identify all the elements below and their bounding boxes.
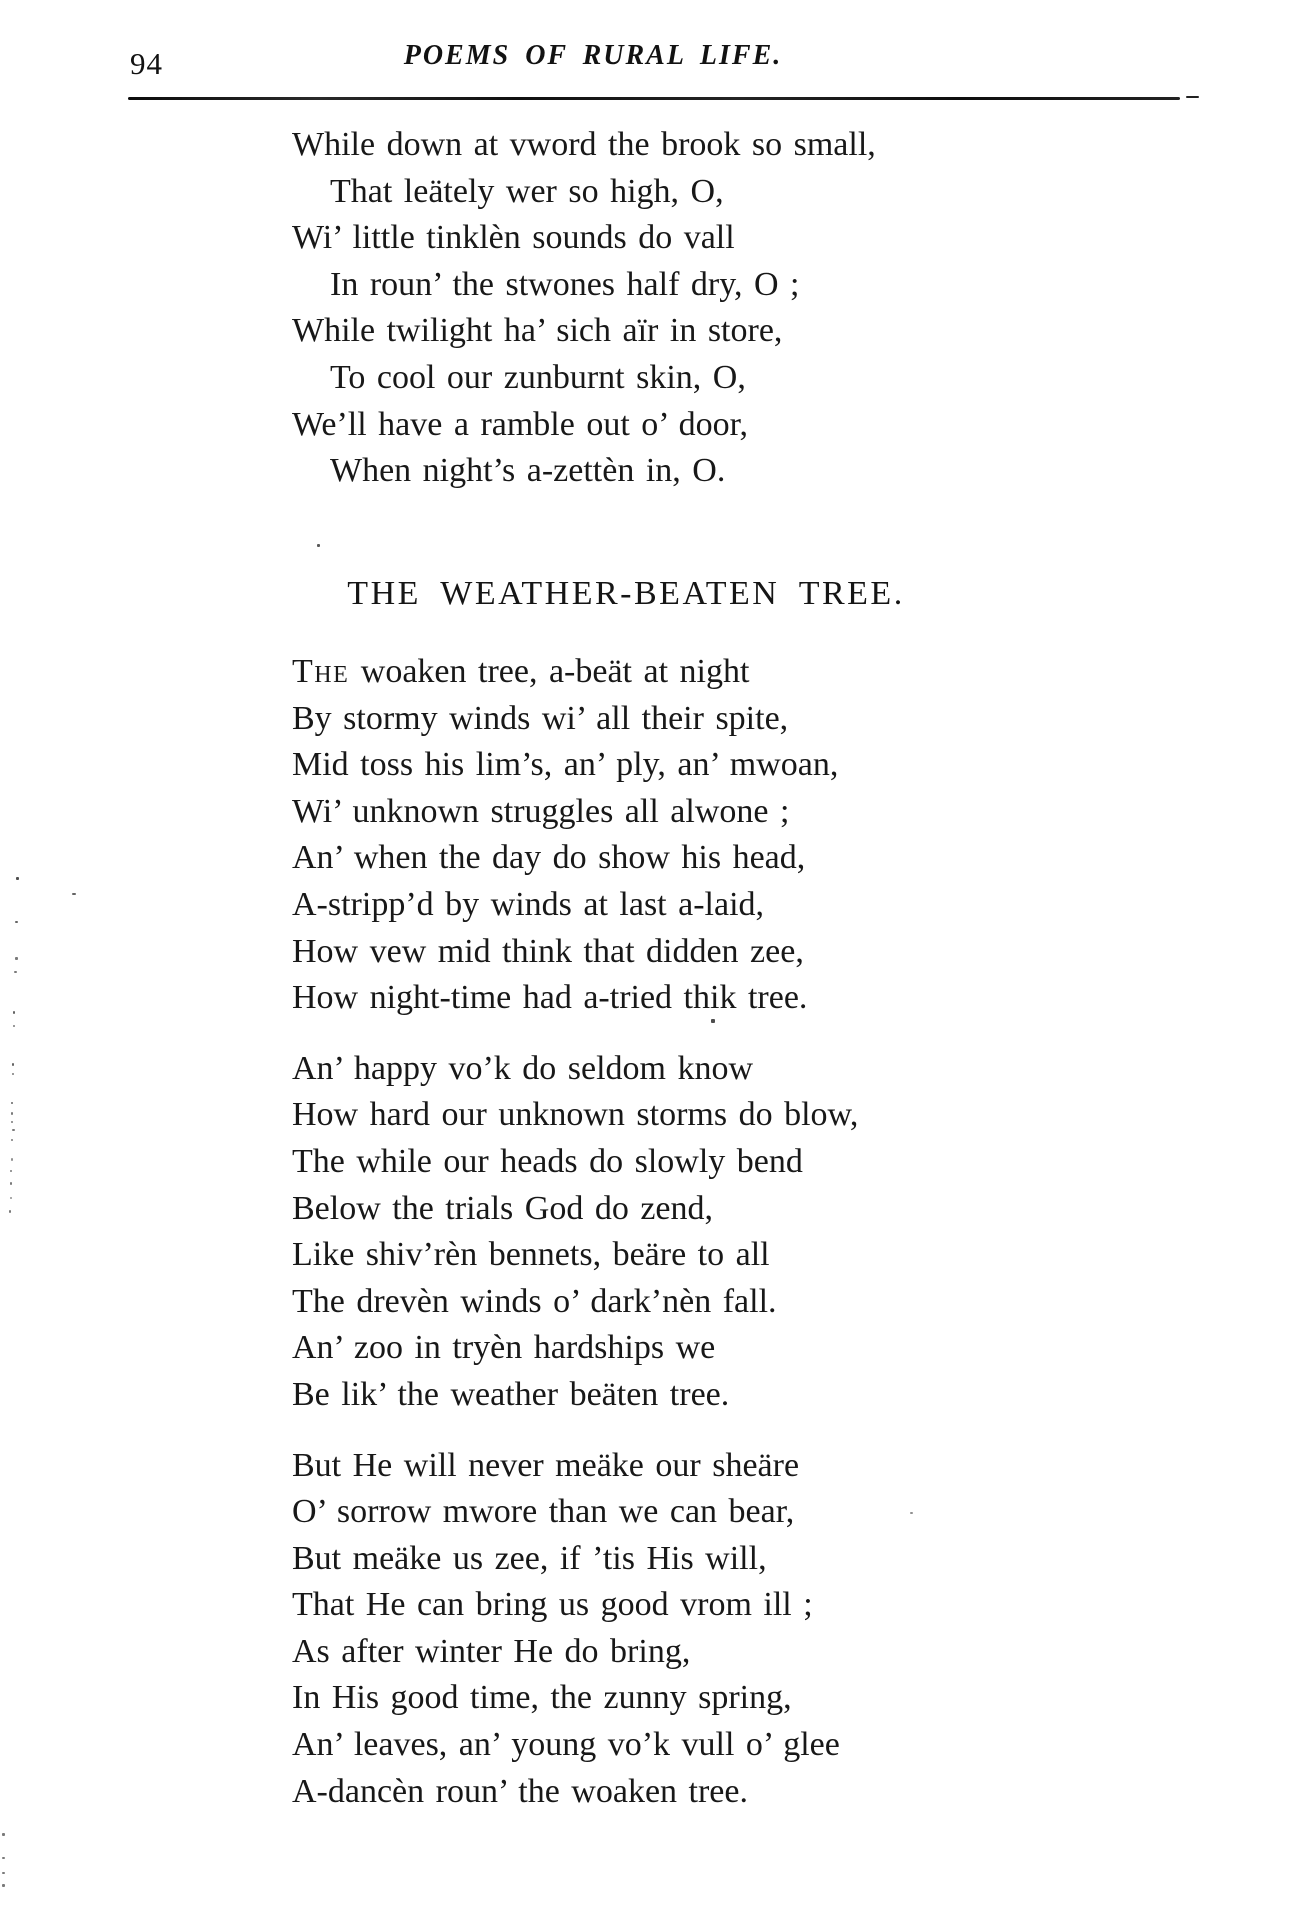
- scan-speck: [10, 1197, 12, 1199]
- scan-speck: [15, 921, 18, 923]
- scan-speck: [16, 877, 19, 880]
- scan-speck: [72, 893, 76, 895]
- poem-title: THE WEATHER-BEATEN TREE.: [347, 575, 905, 612]
- poem-end-lines: [292, 122, 876, 495]
- poem-line: Below the trials God do zend,: [292, 1189, 714, 1227]
- stanza: [292, 1046, 858, 1419]
- poem-line: A-stripp’d by winds at last a-laid,: [292, 885, 765, 923]
- poem-line: O’ sorrow mwore than we can bear,: [292, 1493, 795, 1531]
- scan-speck: [12, 1129, 15, 1131]
- poem-line: The drevèn winds o’ dark’nèn fall.: [292, 1282, 777, 1320]
- poem-line: Mid toss his lim’s, an’ ply, an’ mwoan,: [292, 746, 839, 784]
- scan-speck: [11, 1121, 13, 1123]
- scan-speck: [10, 1182, 12, 1185]
- poem-line: But He will never meäke our sheäre: [292, 1446, 800, 1484]
- poem-line: An’ leaves, an’ young vo’k vull o’ glee: [292, 1726, 840, 1764]
- scan-speck: [910, 1512, 913, 1514]
- scan-speck: [15, 957, 18, 960]
- poem-line: Like shiv’rèn bennets, beäre to all: [292, 1236, 770, 1274]
- scan-speck: [2, 1833, 5, 1836]
- poem-line: To cool our zunburnt skin, O,: [330, 358, 746, 396]
- poem-line: The woaken tree, a-beät at night: [292, 653, 750, 690]
- poem-line: A-dancèn roun’ the woaken tree.: [292, 1772, 748, 1810]
- scan-speck: [13, 1025, 15, 1027]
- small-caps-lead: The: [292, 653, 350, 690]
- poem-line: That He can bring us good vrom ill ;: [292, 1586, 813, 1624]
- scan-speck: [12, 1063, 14, 1066]
- scan-speck: [14, 971, 17, 973]
- scan-speck: [13, 1011, 15, 1014]
- poem-line: While down at vword the brook so small,: [292, 126, 876, 163]
- scan-speck: [11, 1139, 13, 1141]
- poem-line: By stormy winds wi’ all their spite,: [292, 699, 789, 737]
- poem-line: An’ when the day do show his head,: [292, 839, 806, 877]
- scan-speck: [711, 1019, 715, 1023]
- poem-line: An’ zoo in tryèn hardships we: [292, 1329, 716, 1367]
- poem-line: As after winter He do bring,: [292, 1632, 691, 1670]
- scan-speck: [9, 1210, 11, 1213]
- poem-line: How night-time had a-tried thik tree.: [292, 979, 808, 1017]
- poem-line: But meäke us zee, if ’tis His will,: [292, 1539, 767, 1577]
- scan-speck: [317, 544, 320, 547]
- poem-line: In roun’ the stwones half dry, O ;: [330, 265, 800, 303]
- header-rule: [128, 97, 1180, 100]
- stanza: [292, 649, 858, 1022]
- poem-line: Be lik’ the weather beäten tree.: [292, 1375, 730, 1413]
- poem-line: How hard our unknown storms do blow,: [292, 1096, 859, 1134]
- scan-speck: [11, 1102, 13, 1104]
- scan-speck: [12, 1073, 14, 1075]
- poem-line: While twilight ha’ sich aïr in store,: [292, 312, 783, 350]
- scan-speck: [11, 1158, 13, 1161]
- poem-line: How vew mid think that didden zee,: [292, 932, 804, 970]
- poem-line: An’ happy vo’k do seldom know: [292, 1049, 754, 1087]
- poem-line: Wi’ unknown struggles all alwone ;: [292, 792, 790, 830]
- page-number: 94: [130, 46, 163, 81]
- poem-line: When night’s a-zettèn in, O.: [330, 452, 726, 490]
- poem-line: That leätely wer so high, O,: [330, 172, 724, 210]
- scan-speck: [2, 1872, 5, 1874]
- scan-speck: [10, 1170, 12, 1172]
- header-rule-dash: [1186, 96, 1199, 98]
- poem-stanzas: [292, 649, 858, 1815]
- poem-line: In His good time, the zunny spring,: [292, 1679, 792, 1717]
- poem-line: We’ll have a ramble out o’ door,: [292, 405, 749, 443]
- scan-speck: [2, 1857, 5, 1859]
- poem-line: The while our heads do slowly bend: [292, 1142, 803, 1180]
- running-header: POEMS OF RURAL LIFE.: [403, 40, 783, 71]
- poem-line: Wi’ little tinklèn sounds do vall: [292, 219, 735, 257]
- stanza: [292, 1443, 858, 1816]
- scan-speck: [2, 1884, 5, 1887]
- scan-speck: [11, 1112, 13, 1115]
